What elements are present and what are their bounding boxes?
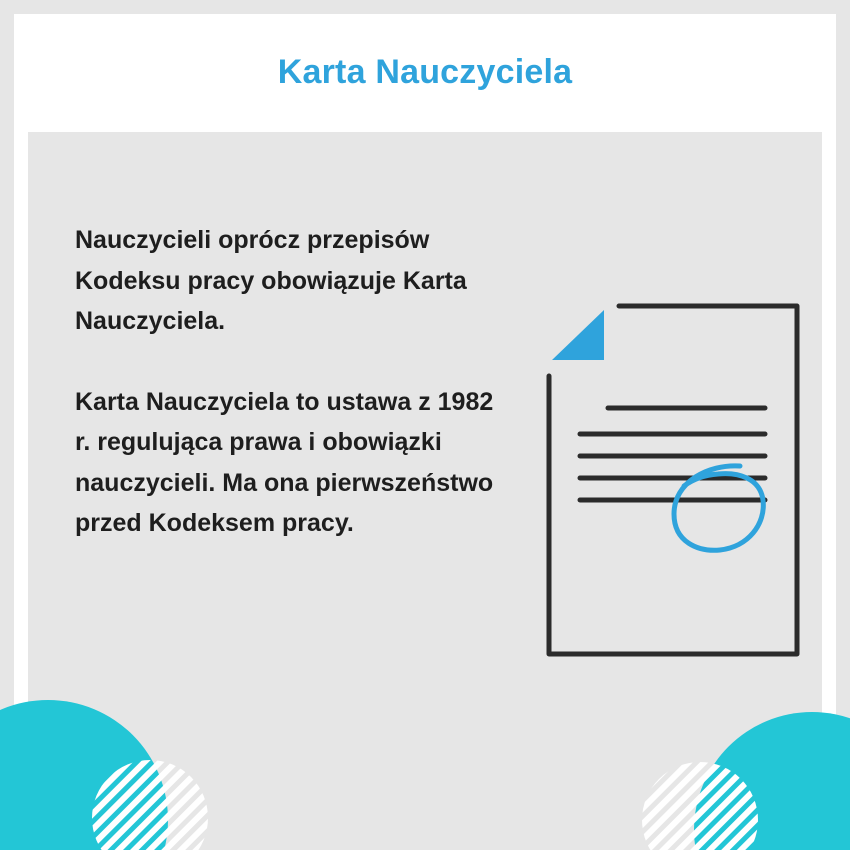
page-title: Karta Nauczyciela — [277, 52, 573, 91]
paragraph-definition: Karta Nauczyciela to ustawa z 1982 r. regulująca prawa i obowiązki nauczycieli. Ma ona pierwszeństwo przed Kodeksem pracy. — [75, 387, 494, 537]
paragraph-intro: Nauczycieli oprócz przepisów Kodeksu pracy obowiązuje Karta Nauczyciela. — [75, 226, 467, 335]
